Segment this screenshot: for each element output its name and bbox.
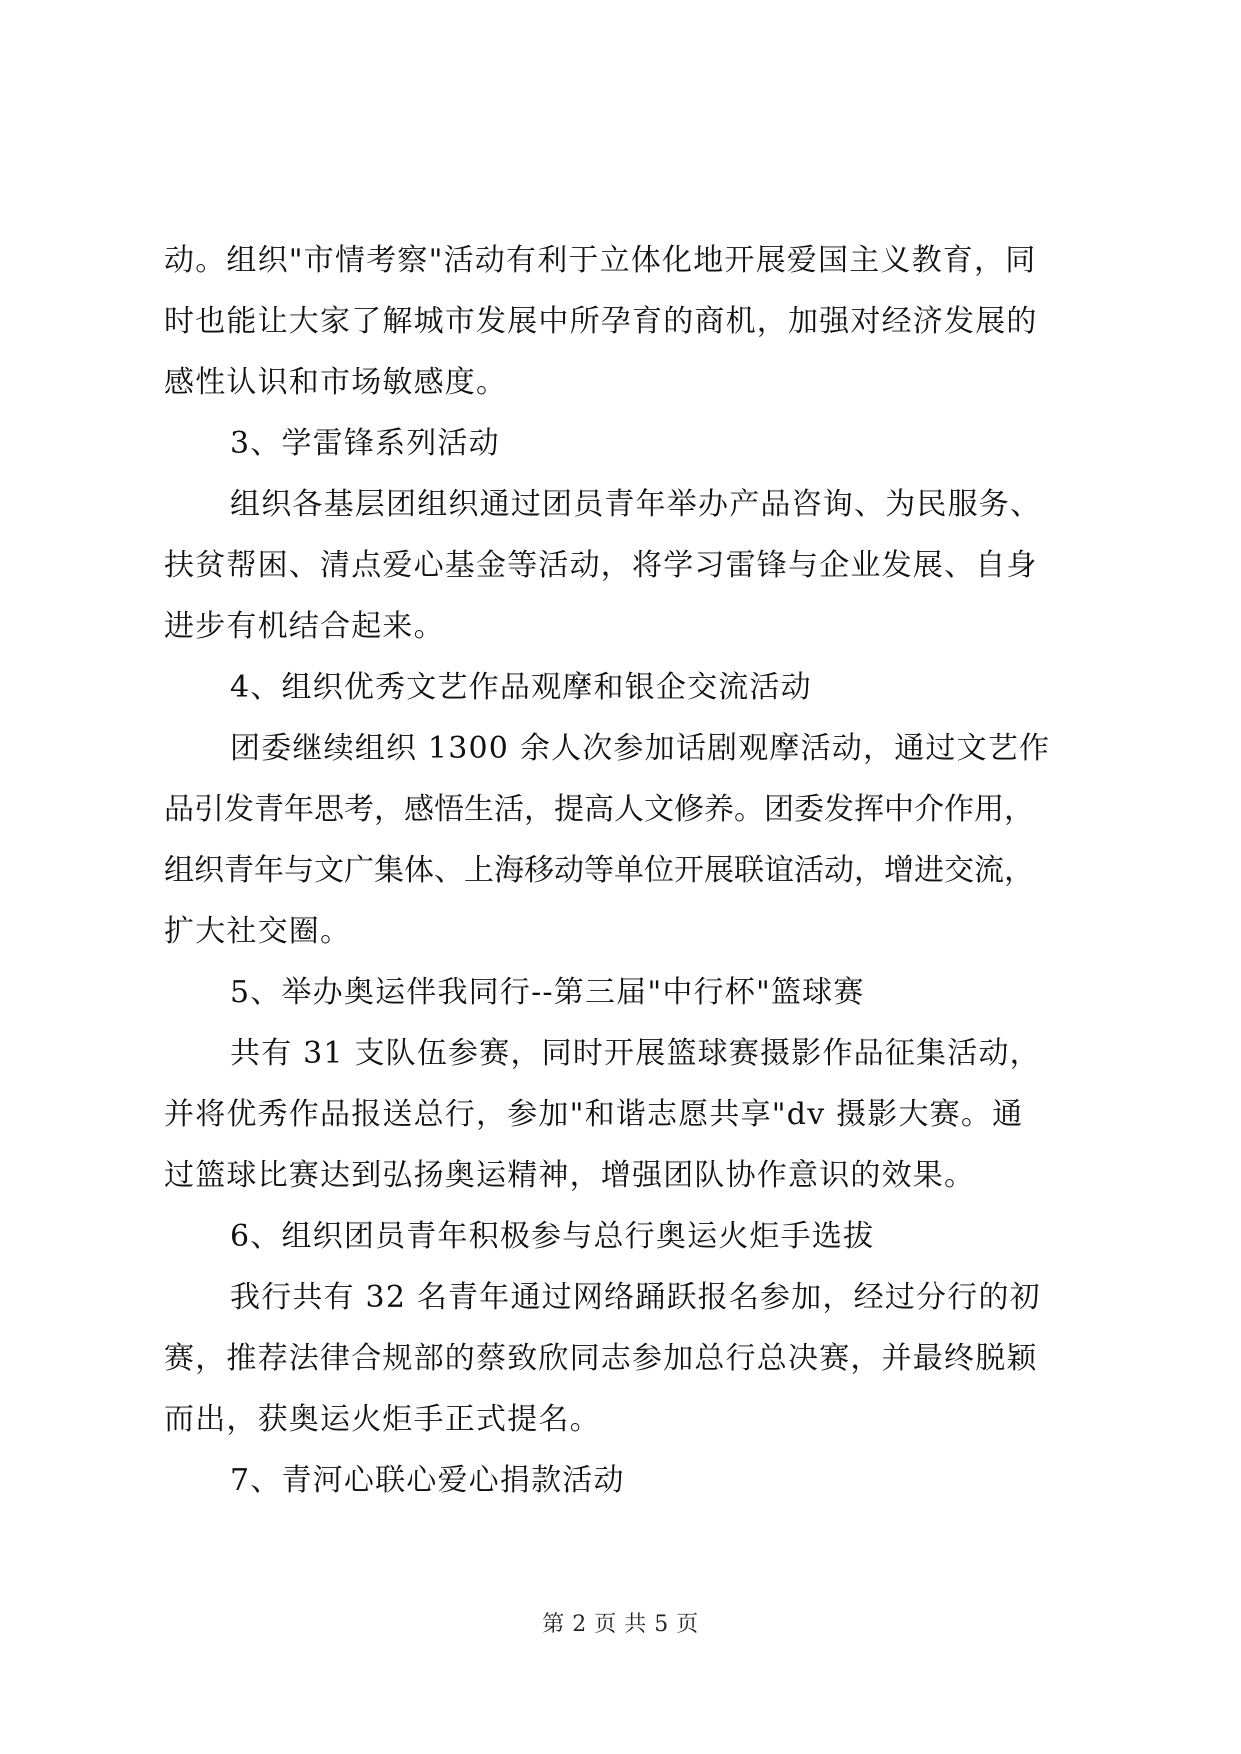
paragraph-line: 过篮球比赛达到弘扬奥运精神，增强团队协作意识的效果。 — [164, 1158, 976, 1193]
paragraph-line: 并将优秀作品报送总行，参加"和谐志愿共享"dv 摄影大赛。通 — [164, 1097, 1024, 1132]
section-heading: 5、举办奥运伴我同行--第三届"中行杯"篮球赛 — [230, 975, 865, 1010]
paragraph-line: 组织青年与文广集体、上海移动等单位开展联谊活动，增进交流， — [164, 853, 1034, 888]
page-number-footer: 第 2 页 共 5 页 — [542, 1612, 699, 1637]
paragraph-line: 组织各基层团组织通过团员青年举办产品咨询、为民服务、 — [230, 487, 1042, 522]
paragraph-line: 品引发青年思考，感悟生活，提高人文修养。团委发挥中介作用， — [164, 792, 1034, 827]
body-text — [164, 230, 1084, 1511]
paragraph-line: 我行共有 32 名青年通过网络踊跃报名参加，经过分行的初 — [230, 1280, 1041, 1315]
paragraph-line: 赛，推荐法律合规部的蔡致欣同志参加总行总决赛，并最终脱颖 — [164, 1341, 1038, 1376]
paragraph-line: 扩大社交圈。 — [164, 914, 352, 949]
paragraph-line: 时也能让大家了解城市发展中所孕育的商机，加强对经济发展的 — [164, 304, 1038, 339]
section-heading: 6、组织团员青年积极参与总行奥运火炬手选拔 — [230, 1219, 875, 1254]
paragraph-line: 动。组织"市情考察"活动有利于立体化地开展爱国主义教育，同 — [164, 243, 1037, 278]
paragraph-line: 扶贫帮困、清点爱心基金等活动，将学习雷锋与企业发展、自身 — [164, 548, 1038, 583]
section-heading: 3、学雷锋系列活动 — [230, 426, 500, 461]
paragraph-line: 感性认识和市场敏感度。 — [164, 365, 508, 400]
section-heading: 7、青河心联心爱心捐款活动 — [230, 1463, 625, 1498]
paragraph-line: 共有 31 支队伍参赛，同时开展篮球赛摄影作品征集活动， — [230, 1036, 1041, 1071]
paragraph-line: 团委继续组织 1300 余人次参加话剧观摩活动，通过文艺作 — [230, 731, 1051, 766]
paragraph-line: 而出，获奥运火炬手正式提名。 — [164, 1402, 601, 1437]
paragraph-line: 进步有机结合起来。 — [164, 609, 445, 644]
section-heading: 4、组织优秀文艺作品观摩和银企交流活动 — [230, 670, 812, 705]
